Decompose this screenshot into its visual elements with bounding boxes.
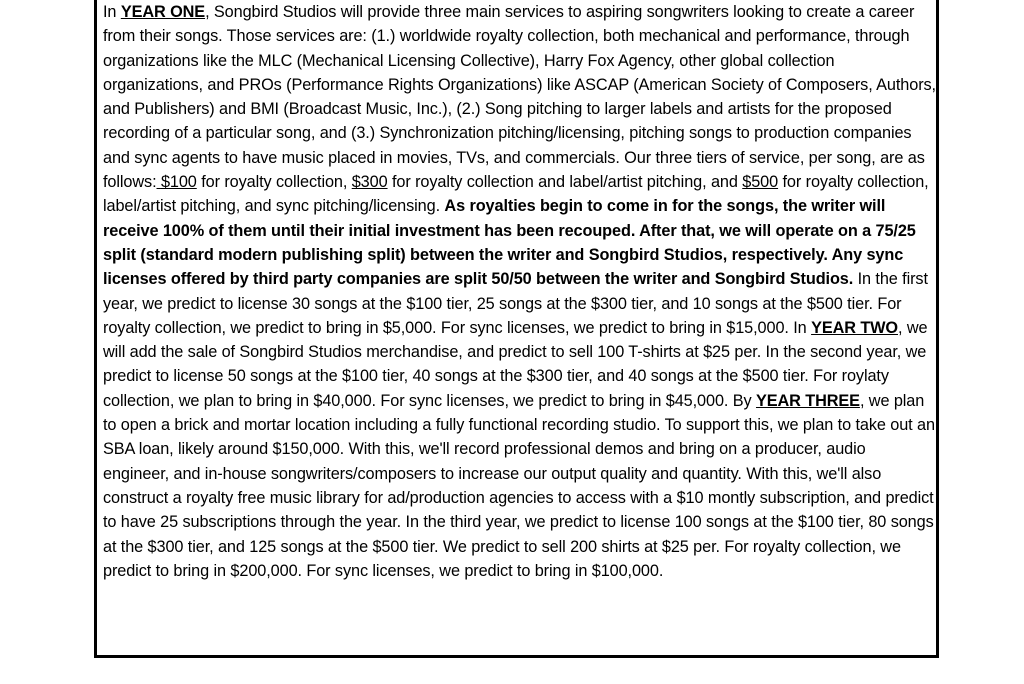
text-segment: for royalty collection and label/artist pitching, and <box>387 173 743 192</box>
text-segment: for royalty collection, label/artist pitching, and sync pitching/licensing. <box>103 173 929 216</box>
text-segment: , we will add the sale of Songbird Studios merchandise, and predict to sell 100 T-shirts at $25 per. In the second year, we predict to license 50 songs at the $100 tier, 40 songs at the $300 tier, and 40 songs at the $500 tier. For roylaty collection, we plan to bring in $40,000. For sync licenses, we predict to bring in $45,000. By <box>103 318 928 410</box>
text-segment: for royalty collection, <box>196 173 352 192</box>
document-text-box <box>94 0 939 658</box>
text-segment: , we plan to open a brick and mortar location including a fully functional recording studio. To support this, we plan to take out an SBA loan, likely around $150,000. With this, we'll record professional demos and bring on a producer, audio engineer, and in-house songwriters/composers to increase our output quality and quantity. With this, we'll also construct a royalty free music library for ad/production agencies to access with a $10 montly subscription, and predict to have 25 subscriptions through the year. In the third year, we predict to license 100 songs at the $100 tier, 80 songs at the $300 tier, and 125 songs at the $500 tier. We predict to sell 200 shirts at $25 per. For royalty collection, we predict to bring in $200,000. For sync licenses, we predict to bring in $100,000. <box>103 391 935 580</box>
text-segment: , Songbird Studios will provide three main services to aspiring songwriters looking to create a career from their songs. Those services are: (1.) worldwide royalty collection, both mechanical and performance, through organizations like the MLC (Mechanical Licensing Collective), Harry Fox Agency, other global collection organizations, and PROs (Performance Rights Organizations) like ASCAP (American Society of Composers, Authors, and Publishers) and BMI (Broadcast Music, Inc.), (2.) Song pitching to larger labels and artists for the proposed recording of a particular song, and (3.) Synchronization pitching/licensing, pitching songs to production companies and sync agents to have music placed in movies, TVs, and commercials. Our three tiers of service, per song, are as follows: <box>103 3 936 192</box>
business-plan-paragraph <box>97 0 936 583</box>
year-three-heading: YEAR THREE <box>755 391 860 410</box>
recoup-terms-bold: As royalties begin to come in for the songs, the writer will receive 100% of them until their initial investment has been recouped. After that, we will operate on a 75/25 split (standard modern publishing split) between the writer and Songbird Studios, respectively. Any sync licenses offered by third party companies are split 50/50 between the writer and Songbird Studios. <box>103 197 916 289</box>
year-two-heading: YEAR TWO <box>811 318 898 337</box>
price-300: $300 <box>351 173 388 192</box>
price-500: $500 <box>742 173 779 192</box>
text-segment: In the first year, we predict to license 30 songs at the $100 tier, 25 songs at the $300 tier, and 10 songs at the $500 tier. For royalty collection, we predict to bring in $5,000. For sync licenses, we predict to bring in $15,000. In <box>103 270 928 337</box>
text-segment: In <box>103 3 121 21</box>
year-one-heading: YEAR ONE <box>120 3 206 21</box>
price-100: $100 <box>160 173 197 192</box>
